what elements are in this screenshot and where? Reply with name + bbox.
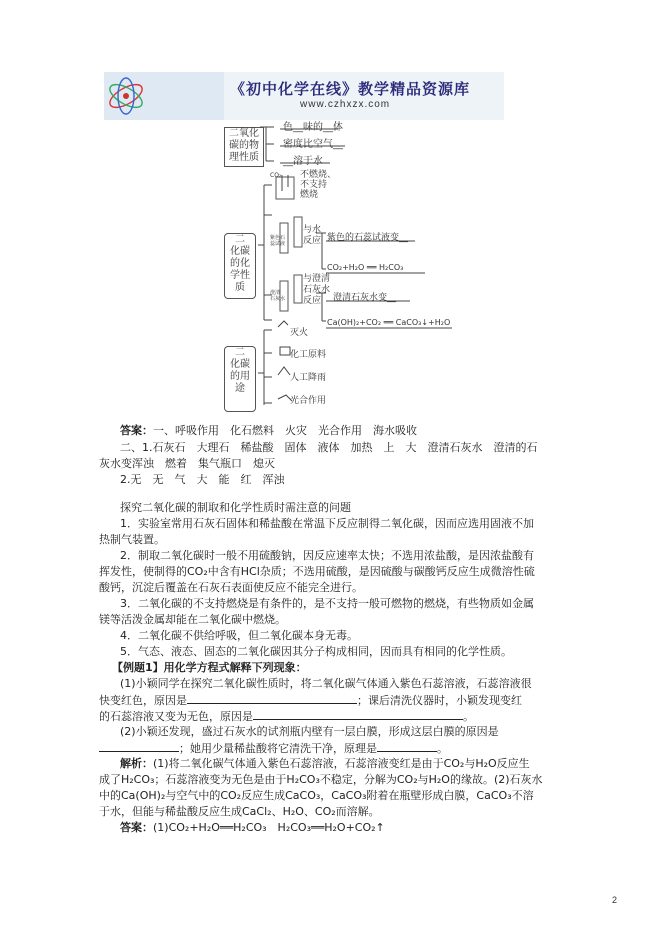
uses-title: 二 化碳 的用 途 [224, 346, 256, 412]
example-title: 【例题1】用化学方程式解释下列现象： [112, 661, 307, 674]
use-1: 灭火 [290, 328, 309, 338]
physical-item-1: 色__味的__体 [283, 122, 343, 133]
note-5: 5．气态、液态、固态的二氧化碳因其分子构成相同，因而具有相同的化学性质。 [120, 645, 512, 658]
page-number: 2 [612, 895, 618, 905]
answers-line-1: 答案：一、呼吸作用 化石燃料 火灾 光合作用 海水吸收 [120, 424, 417, 437]
notes-heading: 探究二氧化碳的制取和化学性质时需注意的问题 [120, 501, 351, 514]
water-result: 紫色的石蕊试液变__ [327, 233, 409, 243]
banner-url: www.czhxzx.com [300, 99, 391, 110]
question-1a: (1)小颖同学在探究二氧化碳性质时，将二氧化碳气体通入紫色石蕊溶液，石蕊溶液很 [120, 677, 532, 690]
physical-title: 二氧化 碳的物 理性质 [224, 127, 264, 167]
note-1b: 热制气装置。 [99, 533, 165, 546]
banner-title: 《初中化学在线》教学精品资源库 [230, 80, 471, 98]
lime-react: 与澄清 石灰水 反应 [303, 274, 331, 306]
question-1c: 的石蕊溶液又变为无色，原因是 。 [99, 710, 474, 723]
note-1a: 1．实验室常用石灰石固体和稀盐酸在常温下反应制得二氧化碳，因而应选用固液不加 [120, 517, 534, 530]
note-2b: 挥发性，使制得的CO₂中含有HCl杂质；不选用硫酸，是因硫酸与碳酸钙反应生成微溶性硫 [99, 565, 535, 578]
lime-label: 澄清 石灰水 [270, 290, 286, 302]
analysis-2: 成了H₂CO₃；石蕊溶液变为无色是由于H₂CO₃不稳定，分解为CO₂与H₂O的缘故。(2)石灰水 [99, 773, 543, 786]
analysis-4: 于水，但能与稀盐酸反应生成CaCl₂、H₂O、CO₂而溶解。 [99, 805, 380, 818]
question-1b: 快变红色，原因是 ；课后清洗仪器时，小颖发现变红 [99, 694, 522, 707]
burn-text: 不燃烧、 不支持 燃烧 [300, 170, 337, 200]
co2-label: CO₂ [270, 172, 282, 179]
note-3b: 镁等活泼金属却能在二氧化碳中燃烧。 [99, 613, 286, 626]
note-3a: 3．二氧化碳的不支持燃烧是有条件的，是不支持一般可燃物的燃烧，有些物质如金属 [120, 597, 534, 610]
analysis-1: 解析：(1)将二氧化碳气体通入紫色石蕊溶液，石蕊溶液变红是由于CO₂与H₂O反应生 [120, 757, 530, 770]
physical-item-3: __溶于水 [283, 156, 323, 167]
answers-line-3: 灰水变浑浊 燃着 集气瓶口 熄灭 [99, 457, 275, 470]
note-4: 4．二氧化碳不供给呼吸，但二氧化碳本身无毒。 [120, 629, 358, 642]
question-2a: (2)小颖还发现，盛过石灰水的试剂瓶内壁有一层白膜，形成这层白膜的原因是 [120, 725, 499, 738]
use-2: 化工原料 [290, 350, 327, 360]
note-2c: 酸钙，沉淀后覆盖在石灰石表面使反应不能完全进行。 [99, 581, 363, 594]
lime-equation: Ca(OH)₂+CO₂ ══ CaCO₃↓+H₂O [327, 318, 451, 327]
water-react: 与水 反应 [303, 225, 322, 246]
answers-line-4: 2.无 无 气 大 能 红 浑浊 [120, 473, 285, 486]
chemical-title: 二 化碳 的化 学性 质 [224, 233, 256, 299]
example-answer: 答案：(1)CO₂+H₂O══H₂CO₃ H₂CO₃══H₂O+CO₂↑ [120, 821, 385, 834]
use-4: 光合作用 [290, 396, 327, 406]
lime-result: 澄清石灰水变__ [333, 293, 397, 303]
analysis-3: 中的Ca(OH)₂与空气中的CO₂反应生成CaCO₃，CaCO₃附着在瓶壁形成白膜，CaCO₃不溶 [99, 789, 534, 802]
note-2a: 2．制取二氧化碳时一般不用硫酸钠，因反应速率太快；不选用浓盐酸，是因浓盐酸有 [120, 549, 534, 562]
litmus-label: 紫色石 蕊试液 [270, 235, 286, 247]
water-equation: CO₂+H₂O ══ H₂CO₃ [327, 263, 404, 272]
question-2b: ；她用少量稀盐酸将它清洗干净，原理是 。 [99, 740, 448, 756]
use-3: 人工降雨 [290, 373, 327, 383]
answers-line-2: 二、1.石灰石 大理石 稀盐酸 固体 液体 加热 上 大 澄清石灰水 澄清的石 [120, 441, 538, 454]
physical-item-2: 密度比空气__ [283, 139, 343, 150]
